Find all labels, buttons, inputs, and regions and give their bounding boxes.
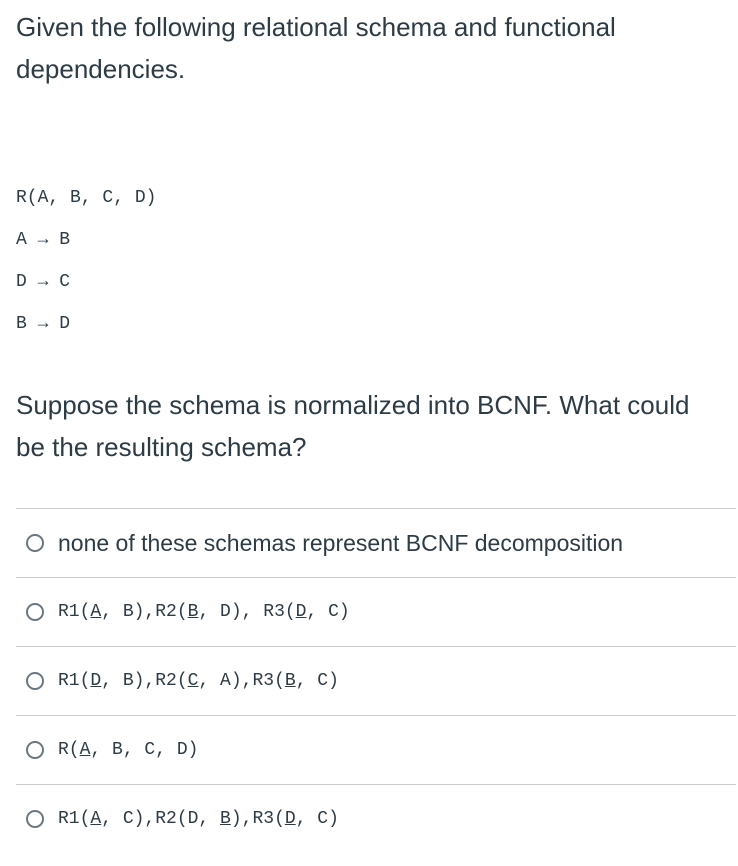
- answer-label: [58, 602, 350, 622]
- key-attribute: D: [295, 602, 307, 622]
- functional-dependency: B → D: [16, 314, 71, 334]
- answer-text: , D), R3(: [198, 602, 296, 622]
- answer-option[interactable]: [16, 784, 736, 853]
- relation-schema: R(A, B, C, D): [16, 188, 157, 208]
- answer-text: , C),R2(D,: [101, 809, 221, 829]
- answer-label: [58, 740, 198, 760]
- answer-label: [58, 530, 623, 557]
- schema-block: [16, 184, 156, 352]
- key-attribute: A: [90, 809, 102, 829]
- question-intro: Given the following relational schema and functional dependencies.: [16, 12, 616, 84]
- answer-text: R1(: [58, 602, 91, 622]
- functional-dependency: D → C: [16, 272, 71, 292]
- answer-text: ),R3(: [230, 809, 285, 829]
- radio-button[interactable]: [26, 810, 44, 828]
- radio-button[interactable]: [26, 534, 44, 552]
- answer-text: R1(: [58, 671, 91, 691]
- answer-text: , C): [295, 809, 339, 829]
- answer-text: R1(: [58, 809, 91, 829]
- answer-option[interactable]: [16, 577, 736, 646]
- answer-text: , B),R2(: [101, 671, 188, 691]
- functional-dependency: A → B: [16, 230, 71, 250]
- question-followup: Suppose the schema is normalized into BCNF. What could be the resulting schema?: [16, 390, 690, 462]
- answer-option[interactable]: [16, 508, 736, 577]
- key-attribute: B: [187, 602, 199, 622]
- answer-text: R(: [58, 740, 80, 760]
- key-attribute: C: [187, 671, 199, 691]
- radio-button[interactable]: [26, 603, 44, 621]
- key-attribute: A: [79, 740, 91, 760]
- answer-option[interactable]: [16, 646, 736, 715]
- radio-button[interactable]: [26, 741, 44, 759]
- answer-list: [16, 508, 736, 853]
- answer-label: [58, 809, 339, 829]
- answer-option[interactable]: [16, 715, 736, 784]
- answer-text: , B),R2(: [101, 602, 188, 622]
- answer-text: , B, C, D): [90, 740, 199, 760]
- key-attribute: A: [90, 602, 102, 622]
- answer-text: , C): [295, 671, 339, 691]
- answer-text: , A),R3(: [198, 671, 285, 691]
- key-attribute: D: [90, 671, 102, 691]
- answer-text: none of these schemas represent BCNF decomposition: [58, 529, 624, 556]
- answer-text: , C): [306, 602, 350, 622]
- key-attribute: B: [220, 809, 231, 829]
- key-attribute: D: [284, 809, 296, 829]
- key-attribute: B: [284, 671, 296, 691]
- radio-button[interactable]: [26, 672, 44, 690]
- answer-label: [58, 671, 339, 691]
